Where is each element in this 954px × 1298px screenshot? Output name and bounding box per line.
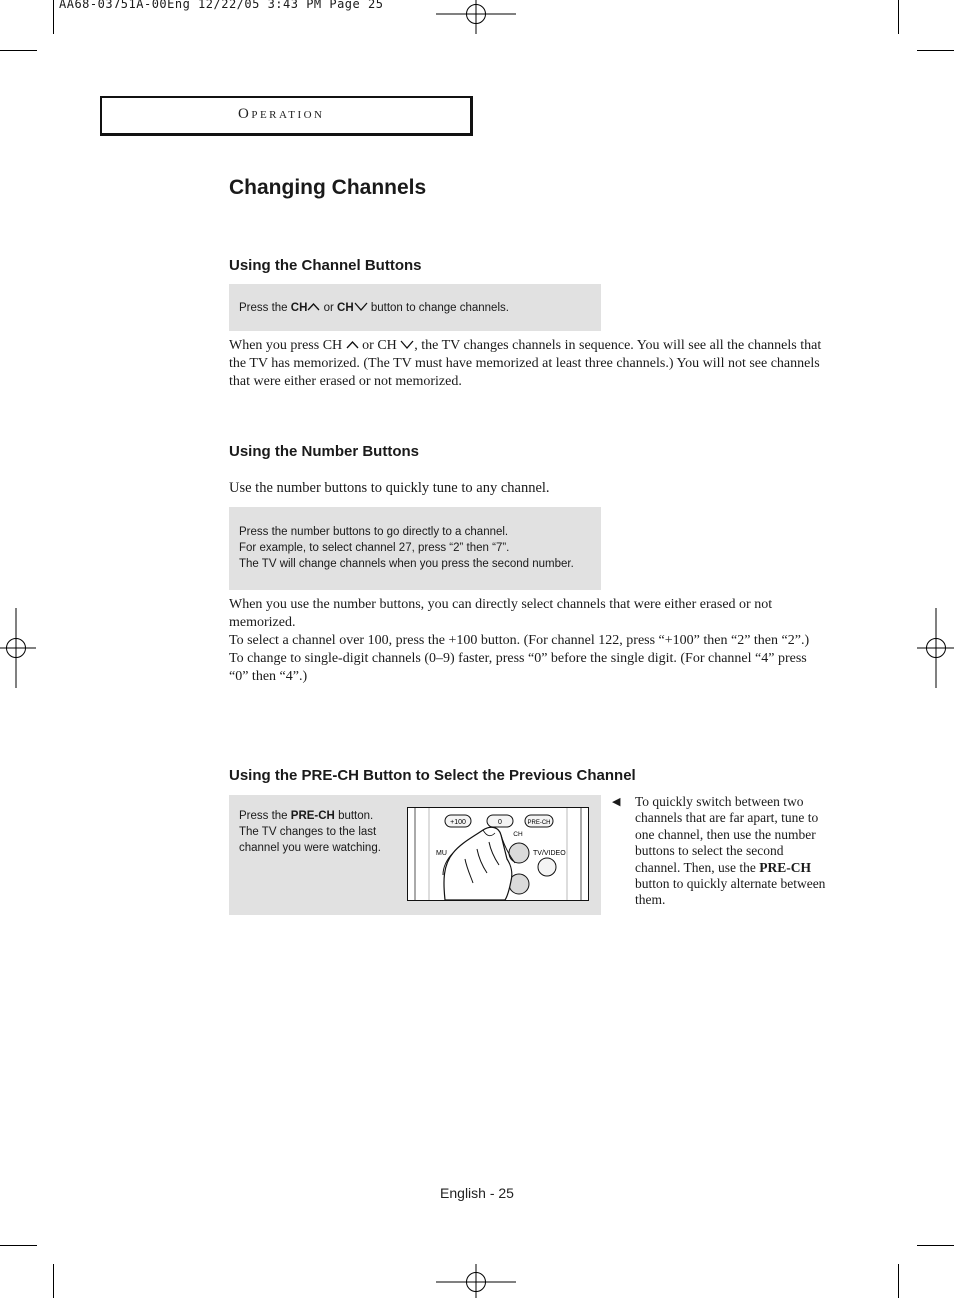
heading-number-buttons: Using the Number Buttons [229,443,419,460]
channel-buttons-paragraph: When you press CH or CH , the TV changes channels in sequence. You will see all the channels that the TV has memorized. (The TV must have memorized at least three channels.) You will not see channels that were either erased or not memorized. [229,338,822,389]
registration-mark-top [436,0,516,34]
svg-text:TV/VIDEO: TV/VIDEO [533,850,566,857]
registration-mark-right [917,608,954,688]
heading-channel-buttons: Using the Channel Buttons [229,257,422,274]
registration-mark-left [0,608,36,688]
chevron-up-icon [307,302,320,311]
prech-side-note: To quickly switch between two channels that are far apart, tune to one channel, then use the number buttons to select the second channel. Then, use the PRE-CH button to quickly alternate between them. [635,794,826,908]
section-title: Operation [238,106,325,122]
channel-instruction-text: Press the CH or CH button to change channels. [239,302,509,314]
number-buttons-p1: When you use the number buttons, you can directly select channels that were either erased or not memorized. [229,597,773,630]
number-buttons-p3: To change to single-digit channels (0–9) faster, press “0” before the single digit. (For channel “4” press “0” then “4”.) [229,651,807,684]
number-buttons-paragraphs [229,596,829,686]
page-title: Changing Channels [229,176,427,199]
section-header-box [100,96,473,136]
svg-text:+100: +100 [450,819,466,826]
channel-instruction-box [229,284,601,331]
svg-text:PRE-CH: PRE-CH [527,820,551,826]
number-buttons-p2: To select a channel over 100, press the +100 button. (For channel 122, press “+100” then “2” then “2”.) [229,633,810,648]
heading-prech: Using the PRE-CH Button to Select the Previous Channel [229,767,636,784]
remote-hand-illustration [407,807,589,902]
chevron-down-icon [400,340,414,349]
prech-instruction-text: Press the PRE-CH button. The TV changes to the last channel you were watching. [239,810,381,854]
triangle-left-icon: ◀ [612,795,621,808]
page-footer: English - 25 [440,1185,514,1201]
chevron-up-icon [346,340,359,349]
registration-mark-bottom [436,1264,516,1298]
prech-instruction-box [229,795,601,915]
number-instruction-text: Press the number buttons to go directly to a channel. For example, to select channel 27, press “2” then “7”. The TV will change channels when you press the second number. [239,526,574,570]
chevron-down-icon [354,302,368,311]
number-buttons-intro: Use the number buttons to quickly tune to any channel. [229,480,550,496]
print-header: AA68-03751A-00Eng 12/22/05 3:43 PM Page 25 [59,0,384,11]
svg-text:0: 0 [498,819,502,826]
svg-text:CH: CH [513,831,523,838]
number-instruction-box [229,507,601,590]
svg-text:MU: MU [436,850,447,857]
